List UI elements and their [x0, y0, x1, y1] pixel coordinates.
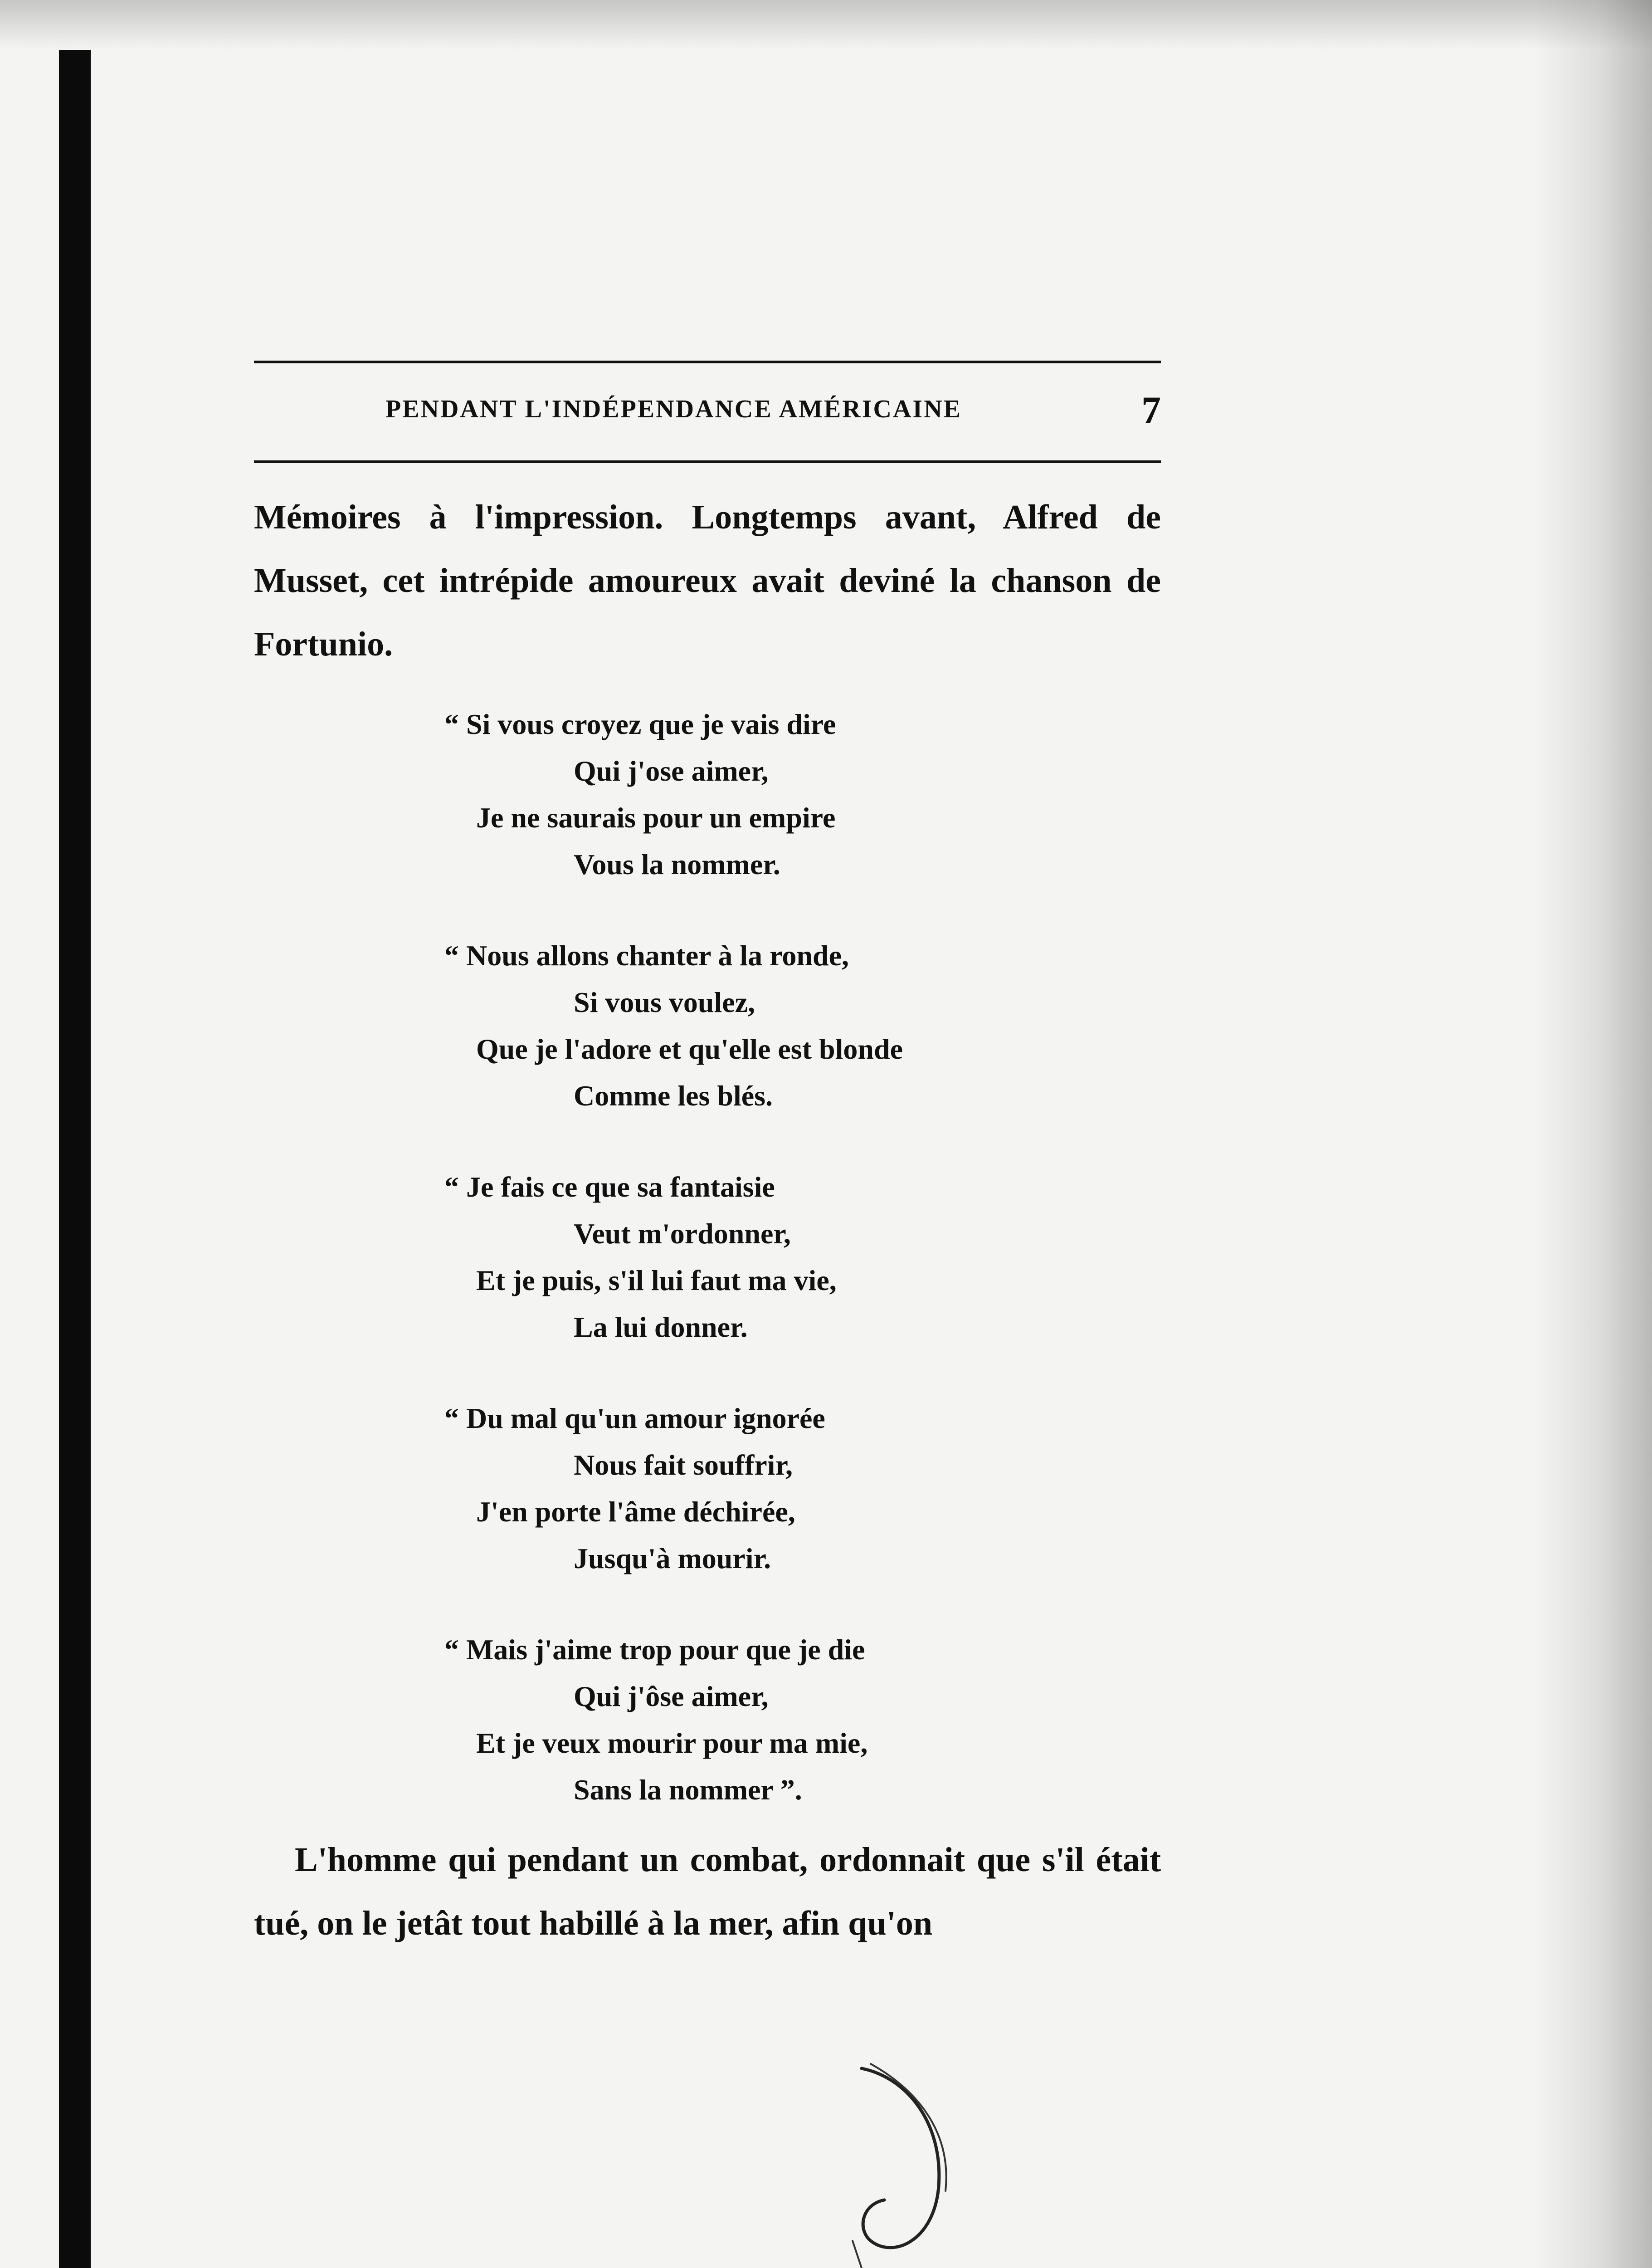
- verse-line: “ Si vous croyez que je vais dire: [444, 708, 836, 740]
- prose-paragraph-top: [254, 485, 1161, 676]
- verse-line: “ Nous allons chanter à la ronde,: [444, 939, 849, 972]
- header-rule-bottom: [254, 460, 1161, 463]
- ink-flourish-mark: [843, 2050, 980, 2268]
- page-right-edge-shadow: [1534, 0, 1652, 2268]
- verse-line: Et je puis, s'il lui faut ma vie,: [476, 1264, 837, 1296]
- verse-line: “ Mais j'aime trop pour que je die: [444, 1633, 865, 1666]
- poem-stanza-1: [444, 701, 1079, 888]
- poem-stanza-3: [444, 1163, 1079, 1350]
- verse-line: Qui j'ose aimer,: [574, 755, 769, 787]
- verse-line: Que je l'adore et qu'elle est blonde: [476, 1033, 903, 1065]
- verse-line: Je ne saurais pour un empire: [476, 802, 836, 834]
- verse-line: Vous la nommer.: [574, 848, 780, 880]
- verse-line: Comme les blés.: [574, 1080, 773, 1112]
- verse-line: La lui donner.: [574, 1311, 748, 1343]
- page-top-shadow: [0, 0, 1652, 50]
- poem-fortunio: [444, 701, 1079, 1857]
- header-rule-top: [254, 361, 1161, 363]
- verse-line: Si vous voulez,: [574, 986, 755, 1018]
- paragraph-text: Mémoires à l'impression. Longtemps avant, Alfred de Musset, cet intrépide amoureux avait deviné la chanson de Fortunio.: [254, 498, 1161, 663]
- verse-line: Sans la nommer ”.: [574, 1774, 802, 1806]
- page-number: 7: [1141, 388, 1161, 432]
- verse-line: Et je veux mourir pour ma mie,: [476, 1727, 868, 1759]
- poem-stanza-5: [444, 1626, 1079, 1813]
- poem-stanza-2: [444, 932, 1079, 1119]
- verse-line: Jusqu'à mourir.: [574, 1542, 771, 1574]
- paragraph-text: L'homme qui pendant un combat, ordonnait que s'il était tué, on le jetât tout habillé à la mer, afin qu'on: [254, 1841, 1161, 1942]
- prose-paragraph-bottom: [254, 1828, 1161, 1955]
- running-header: [254, 390, 1161, 435]
- verse-line: J'en porte l'âme déchirée,: [476, 1496, 795, 1528]
- verse-line: “ Du mal qu'un amour ignorée: [444, 1402, 825, 1434]
- verse-line: Veut m'ordonner,: [574, 1217, 791, 1250]
- binding-shadow-bar: [59, 50, 91, 2268]
- poem-stanza-4: [444, 1395, 1079, 1582]
- running-title: PENDANT L'INDÉPENDANCE AMÉRICAINE: [385, 395, 962, 423]
- verse-line: “ Je fais ce que sa fantaisie: [444, 1171, 775, 1203]
- verse-line: Nous fait souffrir,: [574, 1449, 793, 1481]
- verse-line: Qui j'ôse aimer,: [574, 1680, 769, 1712]
